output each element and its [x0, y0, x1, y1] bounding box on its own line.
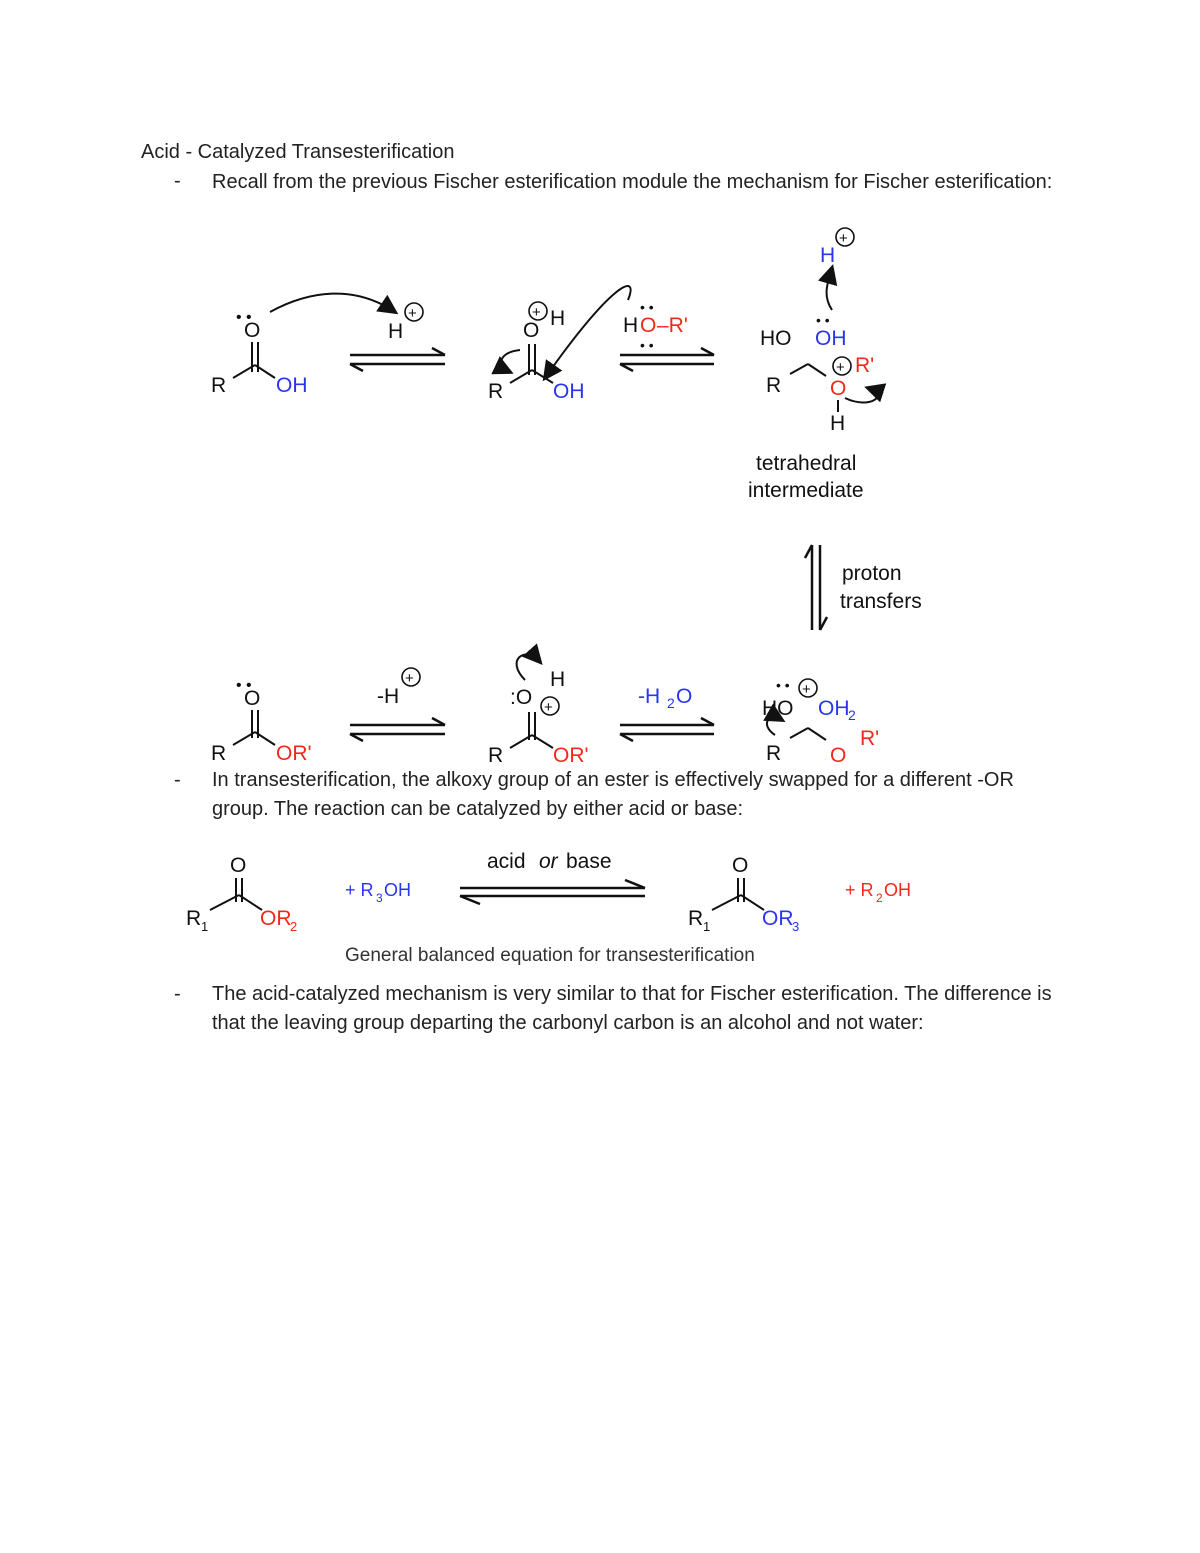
svg-text:OH: OH [553, 380, 585, 403]
svg-text:transfers: transfers [840, 590, 922, 613]
svg-text:O: O [244, 319, 261, 342]
svg-text:–R': –R' [657, 314, 688, 337]
svg-text:intermediate: intermediate [748, 479, 864, 502]
svg-text:proton: proton [842, 562, 902, 585]
svg-text:H: H [388, 320, 404, 343]
svg-text:R: R [766, 374, 782, 397]
svg-text:3: 3 [376, 891, 383, 905]
svg-text:OR': OR' [553, 744, 589, 767]
svg-text:+: + [532, 304, 541, 321]
bullet-text-fischer-recall: Recall from the previous Fischer esterification module the mechanism for Fischer esterification: [212, 171, 1053, 193]
svg-text:OR': OR' [276, 742, 312, 765]
svg-text:base: base [566, 850, 612, 873]
svg-text:1: 1 [703, 919, 711, 934]
product-ester-structure [688, 854, 799, 934]
bullet-marker: - [174, 769, 181, 791]
svg-text:or: or [539, 850, 558, 873]
bullet-marker: - [174, 983, 181, 1005]
bullet-text-acid-mechanism: The acid-catalyzed mechanism is very similar to that for Fischer esterification. The difference is that the leaving group departing the carbonyl carbon is an alcohol and not water: [212, 983, 1052, 1034]
bullet-marker: - [174, 170, 181, 192]
svg-text:R: R [488, 744, 504, 767]
svg-text:OH: OH [815, 327, 847, 350]
svg-text:+ R: + R [845, 880, 874, 900]
svg-text:OH: OH [276, 374, 308, 397]
svg-text:• •: • • [776, 677, 790, 693]
svg-text:1: 1 [201, 919, 209, 934]
svg-text:O: O [244, 687, 261, 710]
svg-text:2: 2 [290, 919, 298, 934]
reactant-ester-structure [186, 854, 297, 934]
svg-text:3: 3 [792, 919, 800, 934]
svg-text:HO: HO [760, 327, 792, 350]
svg-text:O: O [732, 854, 749, 877]
svg-text:HO: HO [762, 697, 794, 720]
equation-caption: General balanced equation for transesterification [345, 945, 755, 966]
bullet-text-transesterification: In transesterification, the alkoxy group of an ester is effectively swapped for a different -OR group. The reaction can be catalyzed by either acid or base: [212, 769, 1014, 820]
svg-text:2: 2 [667, 695, 675, 711]
reagent-r3oh [345, 880, 411, 905]
svg-text:H: H [820, 244, 836, 267]
svg-text:2: 2 [848, 707, 856, 723]
svg-text:OR: OR [762, 907, 794, 930]
svg-text:• •: • • [816, 312, 830, 328]
svg-text:R': R' [860, 727, 880, 750]
svg-text:R: R [211, 742, 227, 765]
svg-text:OH: OH [384, 880, 411, 900]
svg-text:• •: • • [640, 299, 654, 315]
svg-text:H: H [623, 314, 639, 337]
svg-text:tetrahedral: tetrahedral [756, 452, 857, 475]
svg-text:R: R [186, 907, 202, 930]
svg-text:• •: • • [640, 337, 654, 353]
svg-text:OH: OH [884, 880, 911, 900]
svg-text:H: H [550, 668, 566, 691]
svg-text:R: R [211, 374, 227, 397]
svg-text:O: O [676, 685, 693, 708]
svg-text:acid: acid [487, 850, 526, 873]
svg-text:+ R: + R [345, 880, 374, 900]
svg-text:• •: • • [236, 309, 252, 326]
svg-text:R: R [688, 907, 704, 930]
equilibrium-arrow-acid-base [460, 850, 645, 904]
svg-text:R: R [488, 380, 504, 403]
svg-text:+: + [836, 359, 845, 376]
svg-text:+: + [405, 670, 414, 687]
svg-text:+: + [544, 699, 553, 716]
svg-text:OH: OH [818, 697, 850, 720]
svg-text:+: + [802, 681, 811, 698]
svg-text:H: H [550, 307, 566, 330]
svg-text:O: O [230, 854, 247, 877]
svg-text:O: O [640, 314, 657, 337]
svg-text:-H: -H [377, 685, 400, 708]
svg-text:2: 2 [876, 891, 883, 905]
svg-text:R': R' [855, 354, 875, 377]
svg-text:+: + [839, 230, 848, 247]
svg-text:+: + [408, 305, 417, 322]
svg-text:O: O [830, 744, 847, 767]
svg-text:O: O [523, 319, 540, 342]
byproduct-r2oh [845, 880, 911, 905]
svg-text::O: :O [510, 686, 533, 709]
svg-text:OR: OR [260, 907, 292, 930]
svg-text:• •: • • [236, 677, 252, 694]
section-heading: Acid - Catalyzed Transesterification [141, 141, 455, 163]
svg-text:-H: -H [638, 685, 661, 708]
svg-text:O: O [830, 377, 847, 400]
svg-text:H: H [830, 412, 846, 435]
svg-text:R: R [766, 742, 782, 765]
